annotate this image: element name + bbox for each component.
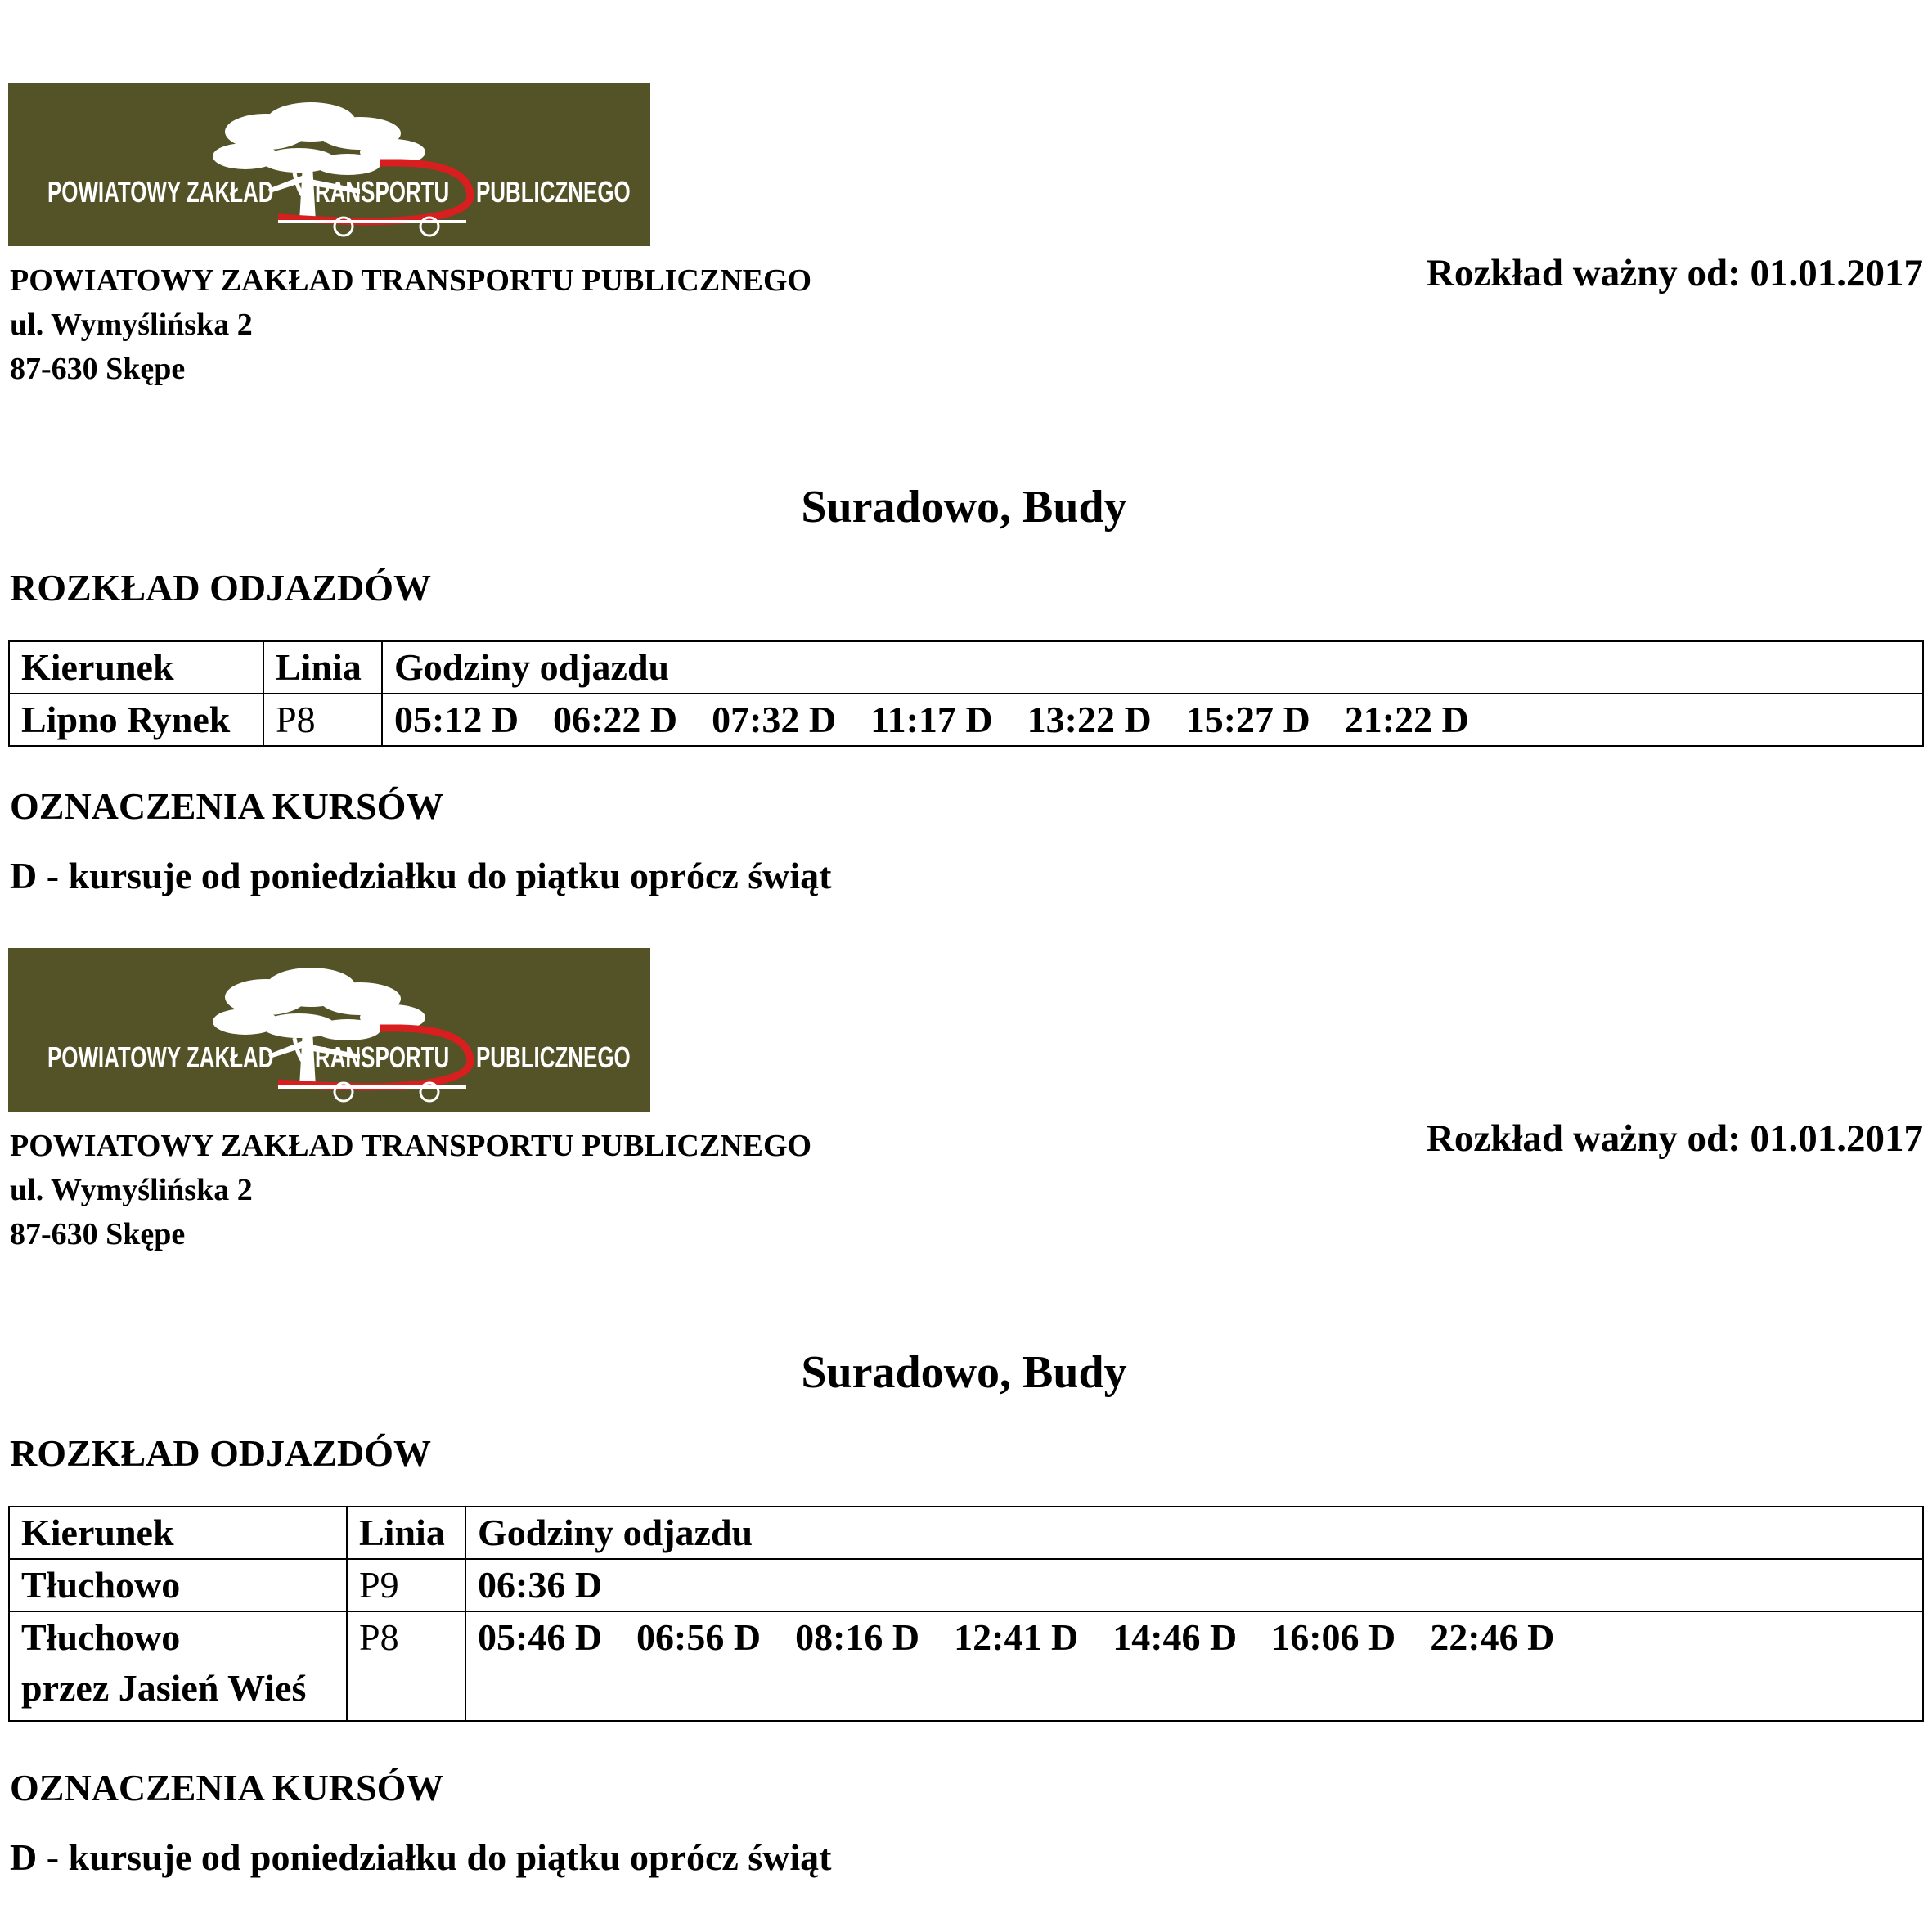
logo-text-mid: RANSPORTU: [315, 175, 450, 209]
legend-text: D - kursuje od poniedziałku do piątku oprócz świąt: [10, 1836, 832, 1878]
header-times: Godziny odjazdu: [465, 1507, 1923, 1559]
departure-time: 06:56 D: [636, 1616, 762, 1658]
table-row: [9, 694, 1923, 746]
company-name: POWIATOWY ZAKŁAD TRANSPORTU PUBLICZNEGO: [10, 263, 812, 298]
row-direction: [9, 1559, 347, 1611]
header-line: Linia: [263, 641, 382, 694]
direction-line: przez Jasień Wieś: [21, 1667, 307, 1709]
company-street: ul. Wymyślińska 2: [10, 1173, 253, 1207]
header-direction: Kierunek: [9, 1507, 347, 1559]
row-line: P8: [347, 1611, 465, 1721]
departure-time: 05:46 D: [478, 1616, 603, 1658]
row-times: [465, 1559, 1923, 1611]
row-direction: [9, 694, 263, 746]
company-address: [10, 258, 811, 391]
row-times: [465, 1611, 1923, 1721]
departure-time: 13:22 D: [1027, 699, 1152, 740]
direction-line: Tłuchowo: [21, 1616, 181, 1658]
departure-time: 07:32 D: [712, 699, 837, 740]
table-header-row: [9, 1507, 1923, 1559]
row-line: P9: [347, 1559, 465, 1611]
row-line: P8: [263, 694, 382, 746]
header-times: Godziny odjazdu: [382, 641, 1923, 694]
logo-text-right: PUBLICZNEGO: [476, 1040, 631, 1074]
valid-from: Rozkład ważny od: 01.01.2017: [1426, 252, 1923, 294]
company-city: 87-630 Skępe: [10, 352, 186, 386]
valid-from: Rozkład ważny od: 01.01.2017: [1426, 1117, 1923, 1160]
departure-time: 22:46 D: [1430, 1616, 1555, 1658]
tree-bus-icon: [8, 948, 650, 1112]
stop-name: Suradowo, Budy: [801, 1347, 1127, 1398]
legend-heading: OZNACZENIA KURSÓW: [10, 1767, 444, 1808]
departure-time: 16:06 D: [1271, 1616, 1396, 1658]
departure-time: 11:17 D: [870, 699, 993, 740]
table-row: [9, 1559, 1923, 1611]
departure-time: 06:36 D: [478, 1564, 603, 1606]
departure-time: 08:16 D: [795, 1616, 920, 1658]
row-times: [382, 694, 1923, 746]
company-name: POWIATOWY ZAKŁAD TRANSPORTU PUBLICZNEGO: [10, 1129, 812, 1163]
header-line: Linia: [347, 1507, 465, 1559]
row-direction: [9, 1611, 347, 1721]
departure-time: 14:46 D: [1112, 1616, 1238, 1658]
table-row: [9, 1611, 1923, 1721]
logo-text-left: POWIATOWY ZAKŁAD: [47, 1040, 274, 1074]
legend-heading: OZNACZENIA KURSÓW: [10, 785, 444, 827]
legend-text: D - kursuje od poniedziałku do piątku oprócz świąt: [10, 855, 832, 896]
company-street: ul. Wymyślińska 2: [10, 308, 253, 342]
tree-bus-icon: [8, 83, 650, 246]
departure-time: 12:41 D: [954, 1616, 1079, 1658]
direction-line: Tłuchowo: [21, 1564, 181, 1606]
company-city: 87-630 Skępe: [10, 1217, 186, 1251]
direction-line: Lipno Rynek: [21, 699, 231, 740]
logo-text-mid: RANSPORTU: [315, 1040, 450, 1074]
company-address: [10, 1124, 811, 1256]
departure-time: 15:27 D: [1185, 699, 1310, 740]
logo-text-right: PUBLICZNEGO: [476, 175, 631, 209]
departure-table: [8, 640, 1924, 747]
company-logo: [8, 83, 650, 246]
departure-table: [8, 1506, 1924, 1722]
stop-name: Suradowo, Budy: [801, 482, 1127, 532]
logo-text-left: POWIATOWY ZAKŁAD: [47, 175, 274, 209]
departure-time: 21:22 D: [1344, 699, 1469, 740]
table-header-row: [9, 641, 1923, 694]
timetable-heading: ROZKŁAD ODJAZDÓW: [10, 1432, 431, 1474]
header-direction: Kierunek: [9, 641, 263, 694]
timetable-heading: ROZKŁAD ODJAZDÓW: [10, 567, 431, 609]
company-logo: [8, 948, 650, 1112]
departure-time: 05:12 D: [394, 699, 519, 740]
departure-time: 06:22 D: [553, 699, 678, 740]
